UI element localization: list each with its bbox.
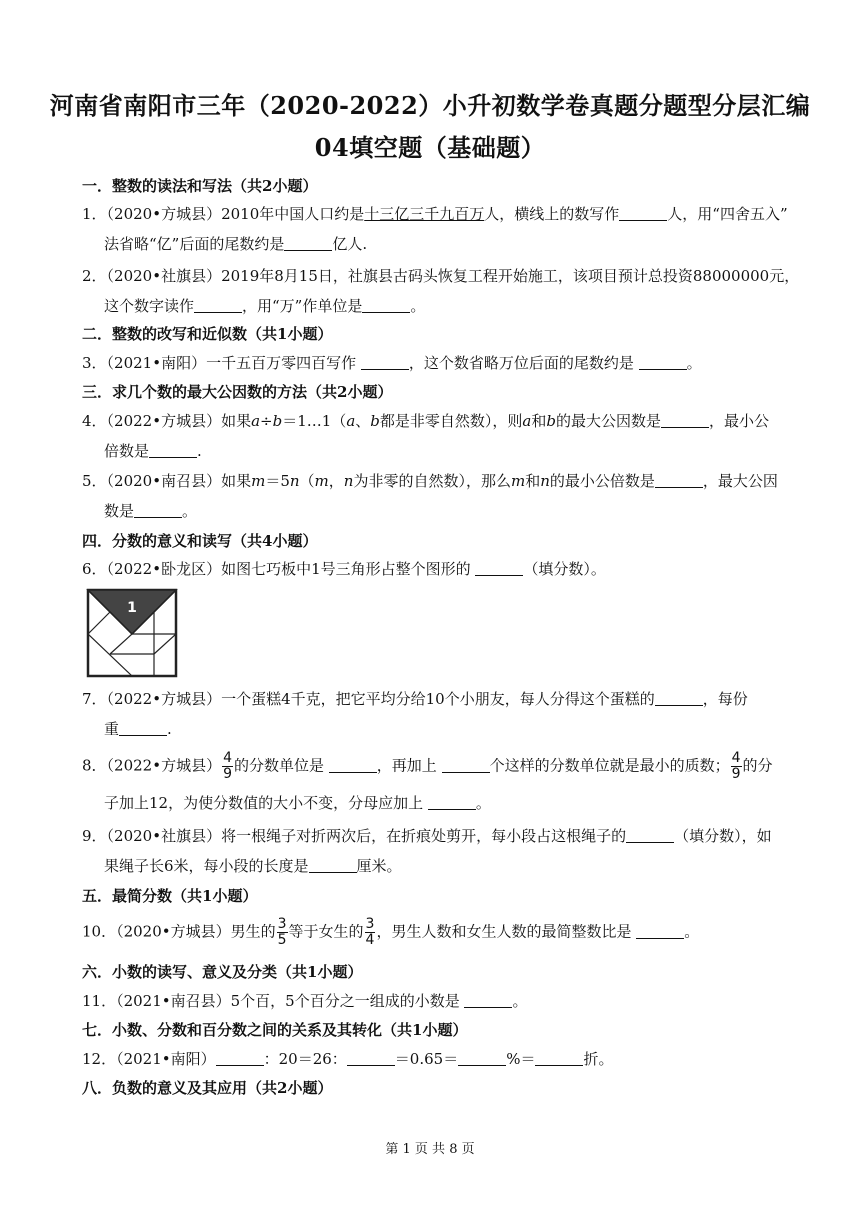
- question-4: 4．（2022•方城县）如果a÷b＝1…1（a、b都是非零自然数），则a和b的最大公因数是 ，最小公: [82, 412, 770, 430]
- question-7: 7．（2022•方城县）一个蛋糕4千克，把它平均分给10个小朋友，每人分得这个蛋糕的 ，每份: [82, 690, 748, 708]
- answer-blank[interactable]: [347, 1051, 395, 1066]
- question-11: 11．（2021•南召县）5个百，5个百分之一组成的小数是 。: [82, 992, 528, 1010]
- section-heading: 七．小数、分数和百分数之间的关系及其转化（共1小题）: [82, 1021, 468, 1039]
- answer-blank[interactable]: [329, 758, 377, 773]
- question-7-cont: 重 .: [104, 720, 172, 738]
- fraction: $\frac{4}{9}$: [223, 750, 232, 782]
- section-heading: 三．求几个数的最大公因数的方法（共2小题）: [82, 383, 393, 401]
- answer-blank[interactable]: [309, 858, 357, 873]
- question-5: 5．（2020•南召县）如果m＝5n（m，n为非零的自然数），那么m和n的最小公倍数是 ，最大公因: [82, 472, 778, 490]
- question-2: 2．（2020•社旗县）2019年8月15日，社旗县古码头恢复工程开始施工，该项目预计总投资88000000元，: [82, 267, 800, 285]
- answer-blank[interactable]: [361, 355, 409, 370]
- answer-blank[interactable]: [442, 758, 490, 773]
- answer-blank[interactable]: [475, 561, 523, 576]
- question-6: 6．（2022•卧龙区）如图七巧板中1号三角形占整个图形的 （填分数）。: [82, 560, 606, 578]
- answer-blank[interactable]: [636, 924, 684, 939]
- answer-blank[interactable]: [428, 795, 476, 810]
- question-2-cont: 这个数字读作 ，用“万”作单位是 。: [104, 297, 426, 315]
- answer-blank[interactable]: [149, 443, 197, 458]
- tangram-figure: [86, 588, 178, 678]
- question-8: 8．（2022•方城县） $\frac{4}{9}$ 的分数单位是 ，再加上 个这样的分数单位就是最小的质数； $\frac{4}{9}$ 的分: [82, 750, 773, 782]
- question-1: 1．（2020•方城县）2010年中国人口约是十三亿三千九百万人，横线上的数写作 人，用“四舍五入”: [82, 205, 788, 223]
- question-3: 3．（2021•南阳）一千五百万零四百写作 ，这个数省略万位后面的尾数约是 。: [82, 354, 702, 372]
- question-9: 9．（2020•社旗县）将一根绳子对折两次后，在折痕处剪开，每小段占这根绳子的 （填分数），如: [82, 827, 772, 845]
- answer-blank[interactable]: [626, 828, 674, 843]
- question-9-cont: 果绳子长6米，每小段的长度是 厘米。: [104, 857, 402, 875]
- answer-blank[interactable]: [655, 691, 703, 706]
- fraction: $\frac{3}{4}$: [365, 916, 375, 948]
- fraction: $\frac{3}{5}$: [277, 916, 287, 948]
- answer-blank[interactable]: [284, 236, 332, 251]
- document-title: 河南省南阳市三年（2020-2022）小升初数学卷真题分题型分层汇编: [49, 91, 811, 120]
- answer-blank[interactable]: [464, 993, 512, 1008]
- section-heading: 八．负数的意义及其应用（共2小题）: [82, 1079, 333, 1097]
- answer-blank[interactable]: [216, 1051, 264, 1066]
- page-footer: 第 1 页 共 8 页: [385, 1142, 475, 1157]
- section-heading: 五．最简分数（共1小题）: [82, 887, 258, 905]
- answer-blank[interactable]: [134, 503, 182, 518]
- answer-blank[interactable]: [661, 413, 709, 428]
- tangram-label: 1: [127, 600, 137, 616]
- section-heading: 一．整数的读法和写法（共2小题）: [82, 177, 318, 195]
- question-12: 12．（2021•南阳） ：20＝26： ＝0.65＝ %＝ 折。: [82, 1050, 614, 1068]
- answer-blank[interactable]: [535, 1051, 583, 1066]
- answer-blank[interactable]: [194, 298, 242, 313]
- answer-blank[interactable]: [639, 355, 687, 370]
- answer-blank[interactable]: [119, 721, 167, 736]
- question-8-cont: 子加上12，为使分数值的大小不变，分母应加上 。: [104, 794, 491, 812]
- answer-blank[interactable]: [655, 473, 703, 488]
- section-heading: 二．整数的改写和近似数（共1小题）: [82, 325, 333, 343]
- question-4-cont: 倍数是 .: [104, 442, 202, 460]
- section-heading: 六．小数的读写、意义及分类（共1小题）: [82, 963, 363, 981]
- section-heading: 四．分数的意义和读写（共4小题）: [82, 532, 318, 550]
- document-subtitle: 04填空题（基础题）: [314, 133, 546, 162]
- fraction: $\frac{4}{9}$: [731, 750, 741, 782]
- question-10: 10．（2020•方城县）男生的 $\frac{3}{5}$ 等于女生的 $\frac{3}{4}$ ，男生人数和女生人数的最简整数比是 。: [82, 916, 700, 948]
- answer-blank[interactable]: [362, 298, 410, 313]
- answer-blank[interactable]: [619, 206, 667, 221]
- question-1-cont: 法省略“亿”后面的尾数约是 亿人.: [104, 235, 368, 253]
- answer-blank[interactable]: [458, 1051, 506, 1066]
- question-5-cont: 数是 。: [104, 502, 198, 520]
